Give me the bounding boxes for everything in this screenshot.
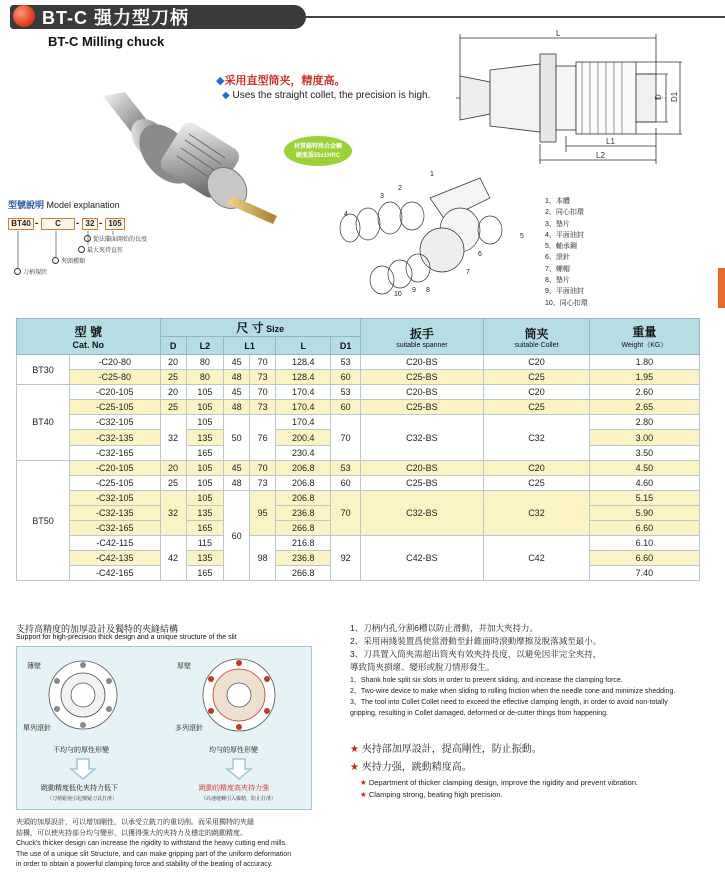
cell-weight: 6.60: [589, 551, 699, 566]
cell-cat: -C32-165: [69, 445, 160, 460]
cell-spanner: C32-BS: [360, 415, 483, 460]
th-L: L: [276, 337, 331, 355]
cell-weight: 3.00: [589, 430, 699, 445]
list-item: 4、平面油封: [545, 231, 584, 239]
th-weight-en: Weight（KG）: [621, 342, 668, 349]
star-text: 夾持力强，跳動精度高。: [361, 762, 472, 773]
cell-L2: 105: [186, 475, 224, 490]
star-text: Department of thicker clamping design, improve the rigidity and prevent vibration.: [368, 778, 639, 787]
exploded-num: 8: [426, 287, 430, 294]
cell-spanner: C25-BS: [360, 475, 483, 490]
cell-spanner: C32-BS: [360, 490, 483, 535]
cell-L1b: 70: [250, 355, 276, 370]
cell-spanner: C25-BS: [360, 400, 483, 415]
right-result: 跳動的精度高夾持力強: [199, 785, 269, 792]
dim-L1: L1: [606, 137, 615, 146]
desc-en-line: The use of a unique slit Structure, and can make gripping part of the uniform deformation: [16, 850, 292, 858]
th-spanner-en: suitable spanner: [396, 341, 448, 349]
cell-cat: -C32-135: [69, 505, 160, 520]
model-note-length: 從法蘭面開始的長度: [84, 234, 147, 243]
exploded-num: 3: [380, 193, 384, 200]
group-name: BT50: [17, 460, 70, 581]
page-title: BT-C 强力型刀柄: [42, 8, 189, 28]
table-row: [17, 385, 700, 400]
diamond-icon: ◆: [216, 75, 225, 87]
cell-spanner: C20-BS: [360, 460, 483, 475]
list-item: 9、平面油封: [545, 288, 584, 296]
cell-D1: 92: [331, 536, 360, 581]
material-badge: [284, 136, 352, 166]
star-icon: ★: [360, 790, 369, 799]
cell-L: 236.8: [276, 551, 331, 566]
cell-cat: -C32-105: [69, 490, 160, 505]
th-weight-cn: 重量: [632, 325, 657, 339]
star-point-en-1: [360, 778, 638, 787]
feature-cn-text: 采用直型筒夹，精度高。: [224, 75, 346, 87]
cell-L2: 105: [186, 400, 224, 415]
model-part-length: 105: [105, 218, 125, 230]
th-D1: D1: [331, 337, 360, 355]
cell-L2: 80: [186, 355, 224, 370]
cell-L: 206.8: [276, 475, 331, 490]
left-result-note: （刀柄鬆弛引起懷疑刀具打滑）: [47, 796, 118, 802]
list-item: 1、本體: [545, 198, 570, 205]
model-note-diameter: 最大夾持直徑: [78, 245, 123, 254]
spec-table: [16, 318, 700, 581]
cell-collet: C25: [484, 400, 590, 415]
th-collet: [484, 319, 590, 355]
list-item: 8、墊片: [545, 277, 570, 285]
cell-L2: 105: [186, 385, 224, 400]
table-row: [17, 370, 700, 385]
dim-D1: D1: [670, 91, 679, 102]
star-icon: ★: [360, 778, 369, 787]
model-note-type: 夾頭種類: [52, 256, 85, 265]
cell-weight: 4.50: [589, 460, 699, 475]
diamond-icon: ◆: [222, 90, 233, 101]
page-subtitle: BT-C Milling chuck: [48, 34, 165, 49]
th-collet-cn: 筒夹: [524, 326, 549, 341]
cell-L1b: 98: [250, 536, 276, 581]
title-bullet-icon: [13, 5, 35, 27]
exploded-num: 4: [344, 211, 348, 218]
cell-D: 25: [160, 370, 186, 385]
cell-L: 170.4: [276, 385, 331, 400]
model-dash: -: [76, 218, 80, 229]
right-result-note: （高速運轉引入爆精，防止打滑）: [201, 796, 277, 802]
cell-weight: 6.10: [589, 536, 699, 551]
technical-drawing: [456, 28, 716, 168]
cell-cat: -C32-135: [69, 430, 160, 445]
point-en: 1、Shank hole split six slots in order to prevent sliding, and increase the clamping force.: [350, 677, 623, 684]
list-item: 5、軸承鋼: [545, 243, 577, 251]
cell-weight: 5.90: [589, 505, 699, 520]
table-row: [17, 400, 700, 415]
cell-L1b: 73: [250, 370, 276, 385]
cell-D1: 53: [331, 385, 360, 400]
cell-D: 32: [160, 415, 186, 460]
cell-L: 128.4: [276, 355, 331, 370]
cell-L2: 165: [186, 566, 224, 581]
point-en: 3、The tool into Collet Collet need to exceed the effective clamping length, in order to avoid non-totally: [350, 699, 668, 706]
exploded-num: 7: [466, 269, 470, 276]
cell-spanner: C20-BS: [360, 355, 483, 370]
cell-weight: 2.80: [589, 415, 699, 430]
cell-weight: 1.95: [589, 370, 699, 385]
list-item: 6、滾針: [545, 254, 570, 262]
cell-D: 20: [160, 460, 186, 475]
feature-cn: [216, 72, 345, 88]
model-part-type: C: [41, 218, 75, 230]
cell-L2: 165: [186, 445, 224, 460]
cell-L2: 105: [186, 415, 224, 430]
cell-D: 20: [160, 385, 186, 400]
cell-L2: 135: [186, 505, 224, 520]
desc-cn-line: 夾頭的加厚設計，可以增加剛性，以承受立銑刀的重切削。而采用獨特的夾縫: [16, 819, 254, 826]
cell-L1b: 70: [250, 460, 276, 475]
tool-holder-photo: [95, 88, 285, 228]
exploded-num: 10: [394, 291, 402, 298]
group-name: BT40: [17, 385, 70, 460]
cell-D1: 53: [331, 460, 360, 475]
cell-collet: C20: [484, 385, 590, 400]
desc-en-line: Chuck's thicker design can increase the rigidity to withstand the heavy cutting end mills.: [16, 840, 287, 847]
th-D: D: [160, 337, 186, 355]
cell-weight: 5.15: [589, 490, 699, 505]
points-cn: [350, 622, 601, 674]
cell-weight: 3.50: [589, 445, 699, 460]
cell-cat: -C42-135: [69, 551, 160, 566]
cell-spanner: C20-BS: [360, 385, 483, 400]
cell-L2: 105: [186, 490, 224, 505]
desc-cn-line: 結構，可以使夾持部分均勻變形，以獲得強大的夾持力及穩定的跳動精度。: [16, 829, 247, 837]
group-name: BT30: [17, 355, 70, 385]
cell-L1b: 73: [250, 475, 276, 490]
cell-D1: 53: [331, 355, 360, 370]
th-model-en: Cat. No: [72, 340, 105, 350]
cell-L: 206.8: [276, 460, 331, 475]
th-model: [17, 319, 161, 355]
dim-D: D: [654, 94, 663, 100]
table-row: [17, 355, 700, 370]
cell-L: 216.8: [276, 536, 331, 551]
cell-L2: 80: [186, 370, 224, 385]
exploded-num: 5: [520, 233, 524, 240]
cell-L1a: 48: [224, 475, 250, 490]
cell-L2: 135: [186, 430, 224, 445]
material-line1: 材質錫特殊合金鋼: [293, 144, 342, 150]
th-model-cn: 型 號: [74, 325, 102, 339]
exploded-view: [330, 168, 530, 298]
th-size-en: Size: [266, 324, 285, 334]
cell-cat: -C32-105: [69, 415, 160, 430]
cell-D1: 60: [331, 400, 360, 415]
label-thin-wall: 薄壁: [27, 663, 41, 670]
star-text: Clamping strong, beating high precision.: [368, 790, 503, 799]
exploded-num: 1: [430, 171, 434, 178]
cell-D1: 60: [331, 370, 360, 385]
cell-collet: C25: [484, 370, 590, 385]
th-size: [160, 319, 360, 337]
table-row: [17, 536, 700, 551]
list-item: 7、螺帽: [545, 265, 570, 273]
star-point-cn-2: [350, 758, 472, 773]
cell-L2: 105: [186, 460, 224, 475]
cell-L: 170.4: [276, 415, 331, 430]
model-dash: -: [99, 218, 103, 229]
cell-L: 128.4: [276, 370, 331, 385]
cell-L2: 165: [186, 521, 224, 536]
left-caption: 不均勻的厚性形變: [53, 747, 109, 754]
cell-cat: -C25-105: [69, 475, 160, 490]
cell-D1: 70: [331, 490, 360, 535]
cell-collet: C20: [484, 355, 590, 370]
th-L2: L2: [186, 337, 224, 355]
cell-cat: -C20-105: [69, 385, 160, 400]
cell-weight: 7.40: [589, 566, 699, 581]
cell-L: 266.8: [276, 521, 331, 536]
point-cn: 2、采用兩綫裝置爲使當滑動至針錐面時滾動摩擦及脫落減至最小。: [350, 636, 602, 646]
points-en: [350, 675, 675, 719]
cell-D: 25: [160, 475, 186, 490]
cell-D1: 70: [331, 415, 360, 460]
cell-L1a: 45: [224, 355, 250, 370]
cell-weight: 2.60: [589, 385, 699, 400]
cell-L1a: 45: [224, 385, 250, 400]
label-multi-needle: 多列滾針: [175, 725, 203, 732]
star-point-cn-1: [350, 740, 542, 755]
cell-L: 170.4: [276, 400, 331, 415]
model-label-en: Model explanation: [46, 200, 120, 210]
cell-spanner: C42-BS: [360, 536, 483, 581]
star-icon: ★: [350, 762, 362, 773]
cell-L2: 135: [186, 551, 224, 566]
table-row: [17, 490, 700, 505]
cell-D1: 60: [331, 475, 360, 490]
list-item: 2、同心扣環: [545, 209, 584, 217]
th-size-cn: 尺 寸: [236, 321, 264, 335]
cell-weight: 1.80: [589, 355, 699, 370]
cell-collet: C42: [484, 536, 590, 581]
cell-D: 25: [160, 400, 186, 415]
cell-cat: -C25-80: [69, 370, 160, 385]
th-L1: L1: [224, 337, 276, 355]
th-collet-en: suitable Collet: [514, 341, 559, 349]
cell-D: 32: [160, 490, 186, 535]
dim-L2: L2: [596, 151, 605, 160]
table-row: [17, 460, 700, 475]
cell-L1a: 50: [224, 415, 250, 460]
th-spanner: [360, 319, 483, 355]
point-en: 2、Two-wire device to make when sliding to rolling friction when the needle cone and minimize shedding.: [350, 688, 676, 695]
th-weight: [589, 319, 699, 355]
exploded-num: 2: [398, 185, 402, 192]
cell-L: 236.8: [276, 505, 331, 520]
left-result: 跳動精度低化夾持力低下: [41, 785, 118, 792]
model-part-shank: BT40: [8, 218, 34, 230]
exploded-num: 9: [412, 287, 416, 294]
label-single-needle: 單列滾針: [23, 725, 51, 732]
exploded-num: 6: [478, 251, 482, 258]
cell-L1b: 95: [250, 490, 276, 535]
point-cn: 3、刀具置入筒夾需超出筒夾有效夾持長度，以避免因非完全夾持，: [350, 649, 602, 659]
material-line2: 硬度爲55±1HRC: [295, 153, 341, 159]
label-thick-wall: 厚壁: [177, 663, 191, 670]
cell-L1b: 70: [250, 385, 276, 400]
cell-weight: 4.60: [589, 475, 699, 490]
cell-collet: C32: [484, 415, 590, 460]
cell-L1b: 73: [250, 400, 276, 415]
list-item: 3、墊片: [545, 220, 570, 228]
dim-L: L: [556, 29, 561, 38]
table-row: [17, 415, 700, 430]
cell-L1a: 45: [224, 460, 250, 475]
model-dash: -: [35, 218, 39, 229]
cell-L: 230.4: [276, 445, 331, 460]
edge-tab: [718, 268, 725, 308]
star-point-en-2: [360, 790, 503, 799]
parts-list: [545, 196, 588, 309]
star-text: 夾持部加厚設計，提高剛性，防止振動。: [361, 744, 542, 755]
model-note-shank: 刀柄規狀: [14, 267, 47, 276]
cell-cat: -C20-105: [69, 460, 160, 475]
th-spanner-cn: 扳手: [409, 326, 434, 341]
cell-collet: C32: [484, 490, 590, 535]
cell-L: 266.8: [276, 566, 331, 581]
cell-L1a: 60: [224, 490, 250, 581]
support-description: [16, 818, 326, 871]
cell-weight: 6.60: [589, 521, 699, 536]
support-title-cn: 支持高精度的加厚設計及獨特的夾縫結構: [16, 624, 179, 634]
cell-D: 20: [160, 355, 186, 370]
cell-D: 42: [160, 536, 186, 581]
cell-spanner: C25-BS: [360, 370, 483, 385]
model-part-diameter: 32: [82, 218, 98, 230]
model-label-cn: 型號說明: [8, 200, 45, 210]
cell-weight: 2.65: [589, 400, 699, 415]
cell-cat: -C25-105: [69, 400, 160, 415]
cell-L: 200.4: [276, 430, 331, 445]
model-explanation-label: [8, 198, 120, 211]
cell-collet: C20: [484, 460, 590, 475]
list-item: 10、同心扣環: [545, 299, 588, 307]
support-diagram-panel: [16, 646, 312, 810]
cell-cat: -C42-115: [69, 536, 160, 551]
cell-L1a: 48: [224, 400, 250, 415]
star-icon: ★: [350, 744, 362, 755]
support-title-en: Support for high-precision thick design and a unique structure of the slit: [16, 634, 237, 641]
desc-en-line: in order to obtain a powerful clamping force and stability of the beating of accuracy.: [16, 861, 273, 868]
point-en: gripping, resulting in Collet damaged, deformed or de-cutter things from happening.: [350, 710, 608, 717]
cell-cat: -C42-165: [69, 566, 160, 581]
title-rule: [306, 16, 725, 18]
table-row: [17, 475, 700, 490]
point-cn: 導致筒夾損壞、變形或脫刀情形發生。: [350, 662, 495, 672]
cell-cat: -C20-80: [69, 355, 160, 370]
cell-L: 206.8: [276, 490, 331, 505]
feature-en-text: Uses the straight collet, the precision is high.: [232, 90, 431, 101]
cell-collet: C25: [484, 475, 590, 490]
point-cn: 1、刀柄内孔分割6槽以防止滑動，并加大夾持力。: [350, 623, 538, 633]
cell-L1b: 76: [250, 415, 276, 460]
cell-cat: -C32-165: [69, 521, 160, 536]
cell-L1a: 48: [224, 370, 250, 385]
right-caption: 均勻的厚性形變: [209, 747, 258, 754]
cell-L2: 115: [186, 536, 224, 551]
